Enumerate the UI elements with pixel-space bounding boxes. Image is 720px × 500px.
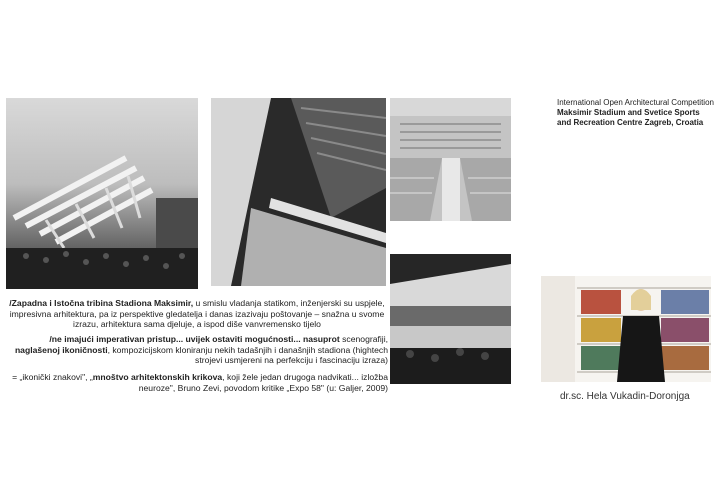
paragraph-1 bbox=[6, 298, 388, 330]
frontal-stand-photo bbox=[390, 98, 511, 221]
speaker-video bbox=[541, 276, 711, 382]
paragraph-3-bold: mnoštvo arhitektonskih krikova bbox=[92, 372, 223, 382]
title-line-2: Maksimir Stadium and Svetice Sports bbox=[557, 108, 700, 117]
paragraph-2 bbox=[6, 334, 388, 366]
title-line-1: International Open Architectural Competition bbox=[557, 98, 714, 107]
paragraph-3-text: , koji žele jedan drugoga nadvikati... izložba neuroze", Bruno Zevi, povodom kritike „Expo 58" (u: Galjer, 2009) bbox=[138, 372, 388, 393]
paragraph-3 bbox=[6, 372, 388, 393]
paragraph-2-text-2: , kompozicijskom kloniranju nekih tadašnjih i današnjih stadiona (hightech strojevi usmjereni na perfekciju i fascinaciju izraza) bbox=[107, 344, 388, 365]
title-line-3: and Recreation Centre Zagreb, Croatia bbox=[557, 118, 704, 127]
paragraph-2-bold-1: /ne imajući imperativan pristup... uvijek ostaviti mogućnosti... nasuprot bbox=[49, 334, 340, 344]
competition-title bbox=[557, 98, 717, 128]
paragraph-1-text: u smislu vladanja statikom, inženjerski su uspjele, impresivna arhitektura, pa iz perspektive gledatelja i danas izazivaju poštovanje – snažna u svome izrazu, arhitektura sama djeluje, a ispod diše vanvremensko tijelo bbox=[9, 298, 385, 329]
paragraph-3-prefix: = „ikonički znakovi", „ bbox=[12, 372, 93, 382]
paragraph-2-text-1: scenografiji, bbox=[339, 334, 388, 344]
paragraph-2-bold-2: naglašenoj ikoničnosti bbox=[14, 344, 108, 355]
stadium-crowd-photo bbox=[6, 98, 198, 289]
paragraph-1-bold: /Zapadna i Istočna tribina Stadiona Maksimir, bbox=[9, 298, 194, 308]
concrete-structure-photo bbox=[211, 98, 386, 286]
speaker-caption: dr.sc. Hela Vukadin-Doronjga bbox=[560, 391, 690, 402]
view-from-stand-photo bbox=[390, 254, 511, 384]
